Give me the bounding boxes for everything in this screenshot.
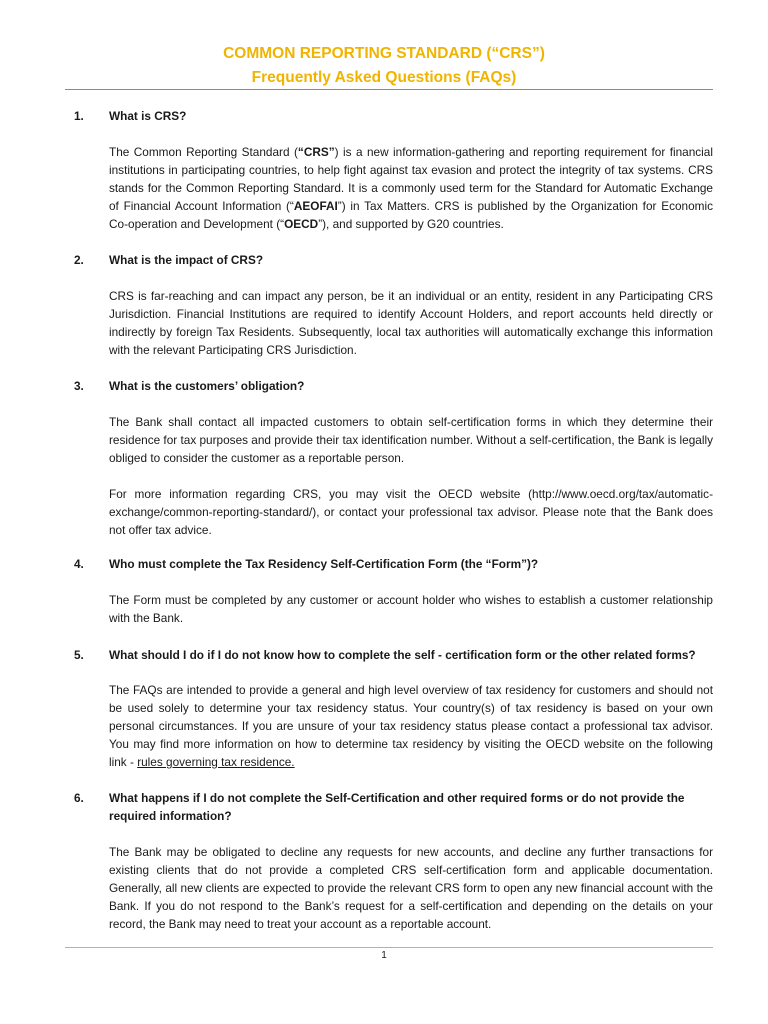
answer-term-oecd: OECD [284,217,319,231]
answer-term-aeofai: AEOFAI [293,199,338,213]
faq-answer-3a: The Bank shall contact all impacted customers to obtain self-certification forms in which they determine their residence for tax purposes and provide their tax identification number. Without a self-certification, the Bank is legally obliged to consider the customer as a reportable person. [109,415,713,465]
faq-number: 1. [74,109,84,123]
faq-question-text: Who must complete the Tax Residency Self-Certification Form (the “Form”)? [109,557,539,571]
answer-text: ”) in Tax Matters. CRS is published by the Organization for Economic Co-operation and Development (“ [109,199,713,231]
answer-text: ) is a new information-gathering and reporting requirement for financial institutions in participating countries, to help fight against tax evasion and protect the integrity of tax systems. CRS stands for the Common Reporting Standard. It is a commonly used term for the Standard for Automatic Exchange of Financial Account Information (“ [109,145,713,213]
faq-number: 2. [74,253,84,267]
answer-text: ”), and supported by G20 countries. [318,217,504,231]
document-subtitle: Frequently Asked Questions (FAQs) [251,69,517,86]
faq-number: 4. [74,557,84,571]
answer-term-crs: “CRS” [297,145,335,159]
faq-answer-6: The Bank may be obligated to decline any requests for new accounts, and decline any further transactions for existing clients that do not provide a completed CRS self-certification form and applicable documentation. Generally, all new clients are expected to provide the relevant CRS form to open any new financial account with the Bank. If you do not respond to the Bank’s request for a self-certification and depending on the details on your record, the Bank may need to treat your account as a reportable account. [109,845,713,931]
faq-number: 6. [74,791,84,805]
faq-question-text: What happens if I do not complete the Self-Certification and other required forms or do not provide the required information? [109,791,685,823]
page-number: 1 [381,950,387,961]
document-title: COMMON REPORTING STANDARD (“CRS”) [223,45,545,62]
answer-text: The FAQs are intended to provide a general and high level overview of tax residency for customers and should not be used solely to determine your tax residency status. Your country(s) of tax residency is based on your own personal circumstances. If you are unsure of your tax residency status please contact a professional tax advisor. You may find more information on how to determine tax residency by visiting the OECD website on the following link - [109,683,713,769]
faq-answer-3b: For more information regarding CRS, you may visit the OECD website (http://www.oecd.org/tax/automatic-exchange/common-reporting-standard/), or contact your professional tax advisor. Please note that the Bank does not offer tax advice. [109,487,713,537]
faq-answer-1 [109,143,713,233]
header-divider [65,89,713,90]
faq-answer-5 [109,681,713,771]
faq-question-text: What is CRS? [109,109,187,123]
faq-answer-4: The Form must be completed by any customer or account holder who wishes to establish a customer relationship with the Bank. [109,593,713,625]
faq-number: 5. [74,648,84,662]
answer-text: The Common Reporting Standard ( [109,145,298,159]
faq-question-text: What is the impact of CRS? [109,253,264,267]
faq-question-text: What is the customers’ obligation? [109,379,305,393]
tax-residence-rules-link[interactable]: rules governing tax residence. [137,755,295,769]
faq-question-text: What should I do if I do not know how to complete the self - certification form or the other related forms? [109,648,696,662]
faq-answer-2: CRS is far-reaching and can impact any person, be it an individual or an entity, resident in any Participating CRS Jurisdiction. Financial Institutions are required to identify Account Holders, and report accounts held directly or indirectly by foreign Tax Residents. Subsequently, local tax authorities will automatically exchange this information with the relevant Participating CRS Jurisdiction. [109,289,713,357]
footer-divider [65,947,713,948]
faq-number: 3. [74,379,84,393]
